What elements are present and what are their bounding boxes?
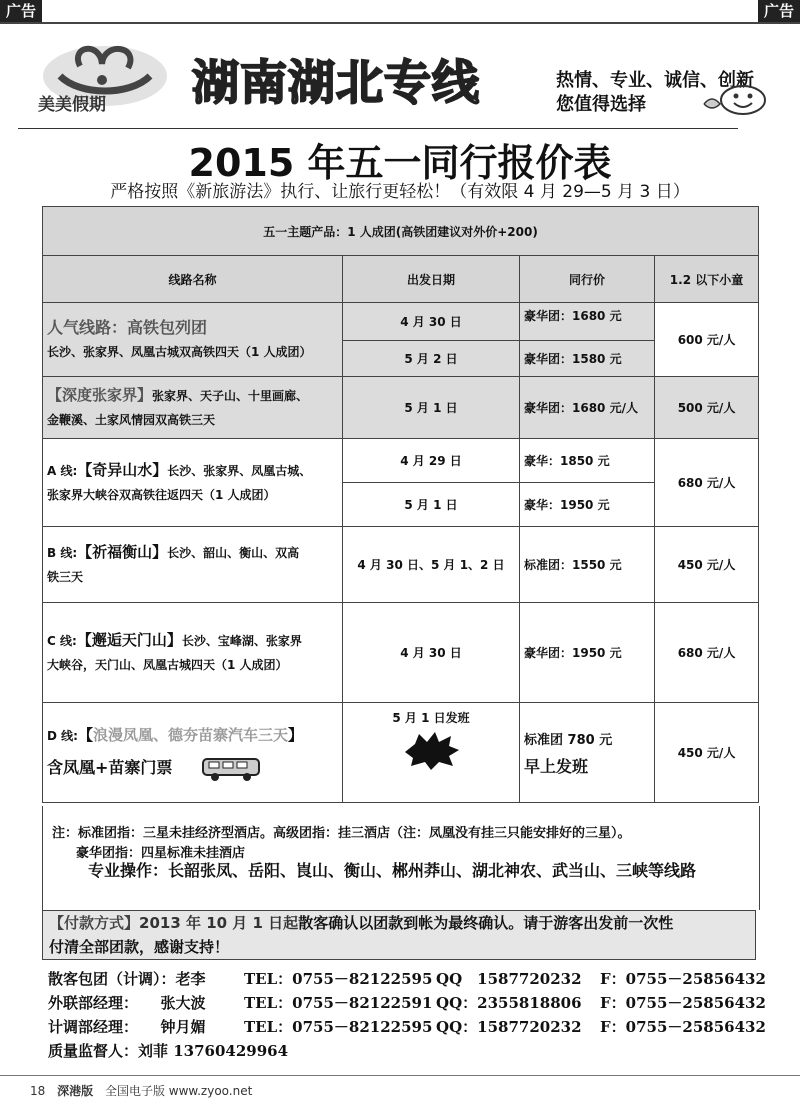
price-6: 标准团 780 元: [524, 732, 613, 748]
payment-date: 2013 年 10 月 1 日起: [139, 914, 299, 932]
table-row: [43, 439, 759, 483]
route-title-6a: 【: [77, 725, 93, 744]
route-prefix-6: D 线: [47, 728, 74, 743]
ad-label-right: 广告: [758, 0, 800, 22]
price-5: 豪华团：1950 元: [520, 603, 655, 703]
page-number: 18: [30, 1084, 46, 1098]
date-cell-6: [343, 703, 520, 803]
date-1b: 5 月 2 日: [343, 341, 520, 377]
route-desc-4b: 铁三天: [47, 570, 84, 584]
price-cell-6: [520, 703, 655, 803]
header-divider: [18, 128, 738, 129]
contact-row: [48, 966, 768, 990]
table-row: [43, 303, 759, 341]
table-row: [43, 377, 759, 439]
contact-qq: QQ 1587720232: [436, 970, 582, 988]
table-header-row: [43, 256, 759, 303]
child-1: 600 元/人: [655, 303, 759, 377]
footer: [30, 1082, 260, 1099]
route-desc-3b: 张家界大峡谷双高铁往返四天（1 人成团）: [47, 488, 276, 502]
child-2: 500 元/人: [655, 377, 759, 439]
page-title: 2015 年五一同行报价表: [188, 141, 612, 185]
date-3a: 4 月 29 日: [343, 439, 520, 483]
page-subtitle: 严格按照《新旅游法》执行、让旅行更轻松！（有效限 4 月 29—5 月 3 日）: [110, 182, 690, 202]
route-desc-4a: 长沙、韶山、衡山、双高: [167, 546, 300, 560]
route-cell-3: A 线:【奇异山水】长沙、张家界、凤凰古城、 张家界大峡谷双高铁往返四天（1 人成团）: [43, 439, 343, 527]
slogan-line1: 热情、专业、诚信、创新: [556, 70, 754, 91]
contact-fax: F：0755－25856432: [600, 994, 766, 1012]
route-title-4: 【祈福衡山】: [77, 543, 168, 561]
note-line3: 专业操作：长韶张凤、岳阳、崀山、衡山、郴州莽山、湖北神农、武当山、三峡等线路: [88, 861, 697, 880]
contact-role: 计调部经理： 钟月媚: [48, 1018, 206, 1036]
route-prefix-3: A 线: [47, 464, 73, 478]
contact-qq: QQ：1587720232: [436, 1018, 582, 1036]
payment-box: [42, 910, 756, 960]
price-3b: 豪华：1950 元: [520, 483, 655, 527]
route-cell-1: [43, 303, 343, 377]
price-2: 豪华团：1680 元/人: [520, 377, 655, 439]
route-desc-6: 含凤凰+苗寨门票: [47, 757, 173, 777]
route-cell-2: [43, 377, 343, 439]
header-route: 线路名称: [43, 256, 343, 303]
header-child: 1.2 以下小童: [655, 256, 759, 303]
date-5: 4 月 30 日: [343, 603, 520, 703]
route-desc-2a: 张家界、天子山、十里画廊、: [152, 389, 309, 403]
route-cell-6: D 线:【浪漫凤凰、德夯苗寨汽车三天】 含凤凰+苗寨门票: [43, 703, 343, 803]
table-row: [43, 603, 759, 703]
smiley-icon: [698, 84, 768, 116]
route-title-2: 【深度张家界】: [47, 386, 153, 404]
footer-divider: [0, 1075, 800, 1076]
bus-icon: [201, 756, 263, 782]
price-1a: 豪华团：1680 元: [520, 303, 655, 341]
route-cell-5: C 线:【邂逅天门山】长沙、宝峰湖、张家界 大峡谷，天门山、凤凰古城四天（1 人成团）: [43, 603, 343, 703]
payment-text-b: 付清全部团款，感谢支持！: [49, 938, 230, 956]
route-title-3: 【奇异山水】: [77, 461, 168, 479]
supervisor-row: [48, 1038, 768, 1062]
route-cell-4: B 线:【祈福衡山】长沙、韶山、衡山、双高 铁三天: [43, 527, 343, 603]
date-3b: 5 月 1 日: [343, 483, 520, 527]
date-2: 5 月 1 日: [343, 377, 520, 439]
contact-row: [48, 1014, 768, 1038]
date-1a: 4 月 30 日: [343, 303, 520, 341]
price-3a: 豪华：1850 元: [520, 439, 655, 483]
logo-text: 美美假期: [38, 95, 106, 115]
contact-row: [48, 990, 768, 1014]
payment-text-a: 散客确认以团款到帐为最终确认。请于游客出发前一次性: [298, 914, 674, 932]
website-link[interactable]: 全国电子版 www.zyoo.net: [104, 1084, 253, 1098]
table-row: [43, 703, 759, 803]
date-6: 5 月 1 日发班: [392, 711, 470, 725]
route-title-6b: 浪漫凤凰、德夯苗寨汽车三天: [92, 725, 288, 744]
route-title-6c: 】: [287, 725, 303, 744]
ad-label-left: 广告: [0, 0, 42, 22]
edition-label: 深港版: [57, 1084, 94, 1098]
child-3: 680 元/人: [655, 439, 759, 527]
header-price: 同行价: [520, 256, 655, 303]
contact-tel: TEL：0755－82122595: [244, 1018, 433, 1036]
price-note-6: 早上发班: [524, 756, 589, 776]
table-row: [43, 527, 759, 603]
header-date: 出发日期: [343, 256, 520, 303]
contact-tel: TEL：0755－82122595: [244, 970, 433, 988]
contacts-section: [48, 966, 768, 1062]
contact-fax: F：0755－25856432: [600, 1018, 766, 1036]
route-desc-2b: 金鞭溪、土家风情园双高铁三天: [47, 413, 216, 427]
contact-role: 散客包团（计调）：老李: [48, 970, 206, 988]
contact-tel: TEL：0755－82122591: [244, 994, 433, 1012]
theme-row: [43, 207, 759, 256]
price-1b: 豪华团：1580 元: [520, 341, 655, 377]
contact-qq: QQ：2355818806: [436, 994, 582, 1012]
note-line1: 注：标准团指：三星未挂经济型酒店。高级团指：挂三酒店（注：凤凰没有挂三只能安排好的三星）。: [52, 826, 631, 841]
banner-title: 湖南湖北专线: [192, 56, 480, 111]
route-desc-5b: 大峡谷，天门山、凤凰古城四天（1 人成团）: [47, 658, 288, 672]
child-6: 450 元/人: [655, 703, 759, 803]
contact-fax: F：0755－25856432: [600, 970, 766, 988]
decorative-splash-icon: [399, 730, 463, 770]
route-title-5: 【邂逅天门山】: [76, 631, 182, 649]
child-4: 450 元/人: [655, 527, 759, 603]
price-table: [42, 206, 759, 803]
note-line2: 豪华团指：四星标准未挂酒店: [76, 846, 246, 861]
slogan-line2: 您值得选择: [556, 94, 646, 115]
price-4: 标准团：1550 元: [520, 527, 655, 603]
top-divider: [0, 22, 800, 24]
route-desc-5a: 长沙、宝峰湖、张家界: [181, 634, 302, 648]
date-4: 4 月 30 日、5 月 1、2 日: [343, 527, 520, 603]
route-prefix-4: B 线: [47, 546, 73, 560]
payment-label: 【付款方式】: [49, 914, 140, 932]
route-desc-1: 长沙、张家界、凤凰古城双高铁四天（1 人成团）: [47, 344, 312, 359]
child-5: 680 元/人: [655, 603, 759, 703]
route-title-1: 人气线路：高铁包列团: [47, 317, 208, 337]
route-desc-3a: 长沙、张家界、凤凰古城、: [167, 464, 312, 478]
route-prefix-5: C 线: [47, 634, 72, 648]
contact-role: 外联部经理： 张大波: [48, 994, 206, 1012]
theme-banner: 五一主题产品：1 人成团(高铁团建议对外价+200): [43, 207, 759, 256]
supervisor: 质量监督人：刘菲 13760429964: [48, 1042, 289, 1060]
